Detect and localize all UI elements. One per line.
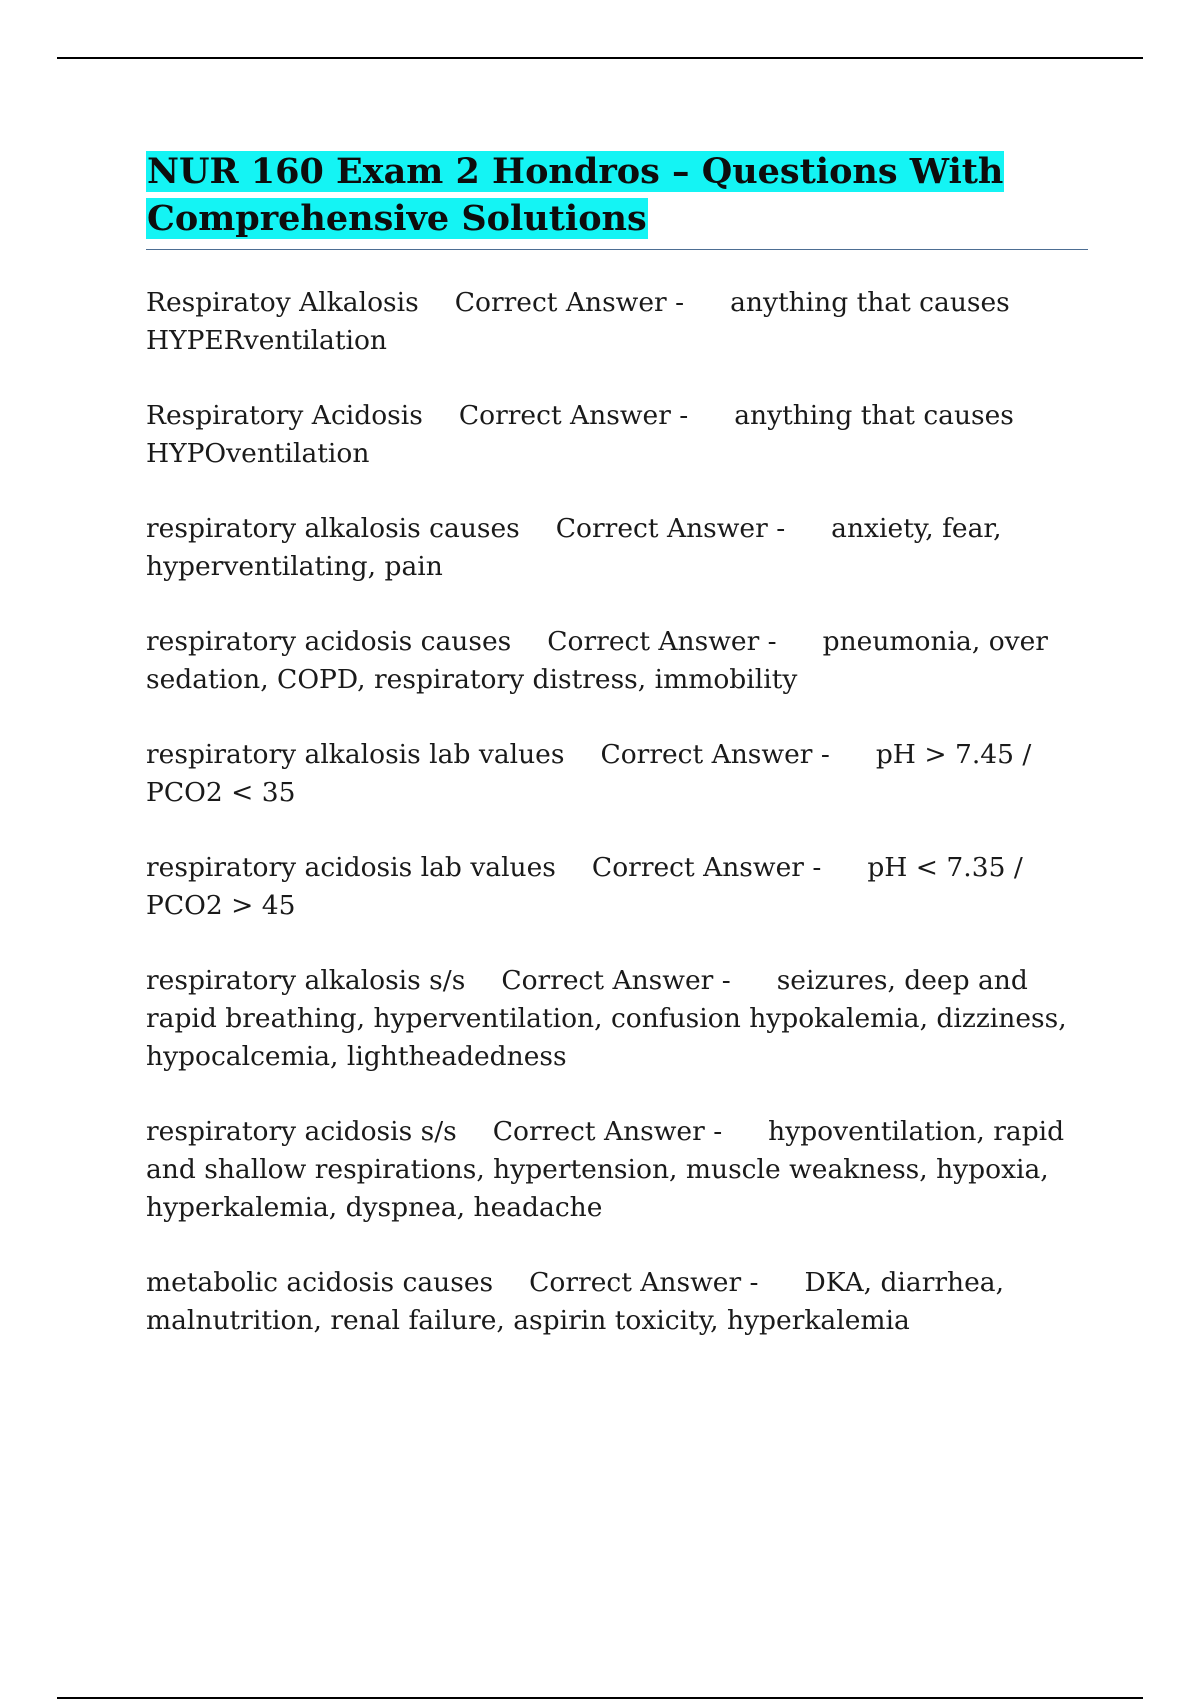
list-item (146, 397, 1088, 473)
item-term: metabolic acidosis causes (146, 1267, 494, 1298)
item-separator: Correct Answer - (591, 852, 822, 883)
document-title-line-2: Comprehensive Solutions (147, 198, 647, 239)
item-term: respiratory acidosis causes (146, 626, 512, 657)
item-separator: Correct Answer - (501, 965, 731, 996)
item-separator: Correct Answer - (529, 1267, 759, 1298)
item-term: Respiratory Acidosis (146, 400, 423, 431)
list-item (146, 623, 1088, 699)
list-item (146, 1264, 1088, 1340)
item-term: respiratory alkalosis s/s (146, 965, 466, 996)
item-answer: DKA, diarrhea, malnutrition, renal failure, aspirin toxicity, hyperkalemia (146, 1267, 1005, 1336)
list-item (146, 510, 1088, 586)
item-answer: pneumonia, over sedation, COPD, respiratory distress, immobility (146, 626, 1048, 695)
item-term: respiratory alkalosis lab values (146, 739, 565, 770)
item-answer: anything that causes HYPOventilation (146, 400, 1014, 469)
page-bottom-rule (57, 1697, 1143, 1699)
item-term: Respiratoy Alkalosis (146, 287, 419, 318)
item-term: respiratory acidosis s/s (146, 1116, 457, 1147)
item-separator: Correct Answer - (458, 400, 689, 431)
qa-list (146, 284, 1088, 1340)
item-term: respiratory alkalosis causes (146, 513, 520, 544)
item-term: respiratory acidosis lab values (146, 852, 556, 883)
item-answer: anything that causes HYPERventilation (146, 287, 1010, 356)
item-separator: Correct Answer - (492, 1116, 723, 1147)
item-answer: anxiety, fear, hyperventilating, pain (146, 513, 1002, 582)
document-title (146, 148, 1088, 242)
list-item (146, 849, 1088, 925)
item-answer: hypoventilation, rapid and shallow respirations, hypertension, muscle weakness, hypoxia, hyperkalemia, dyspnea, headache (146, 1116, 1065, 1223)
item-answer: pH > 7.45 / PCO2 < 35 (146, 739, 1032, 808)
page-top-rule (57, 57, 1143, 59)
list-item (146, 284, 1088, 360)
item-separator: Correct Answer - (547, 626, 777, 657)
list-item (146, 962, 1088, 1076)
document-body (146, 148, 1088, 1377)
item-separator: Correct Answer - (454, 287, 685, 318)
item-separator: Correct Answer - (555, 513, 786, 544)
item-answer: seizures, deep and rapid breathing, hyperventilation, confusion hypokalemia, dizziness, hypocalcemia, lightheadedness (146, 965, 1067, 1072)
item-separator: Correct Answer - (600, 739, 830, 770)
title-underline (146, 249, 1088, 250)
list-item (146, 1113, 1088, 1227)
list-item (146, 736, 1088, 812)
item-answer: pH < 7.35 / PCO2 > 45 (146, 852, 1023, 921)
document-title-line-1: NUR 160 Exam 2 Hondros – Questions With (147, 151, 1004, 192)
